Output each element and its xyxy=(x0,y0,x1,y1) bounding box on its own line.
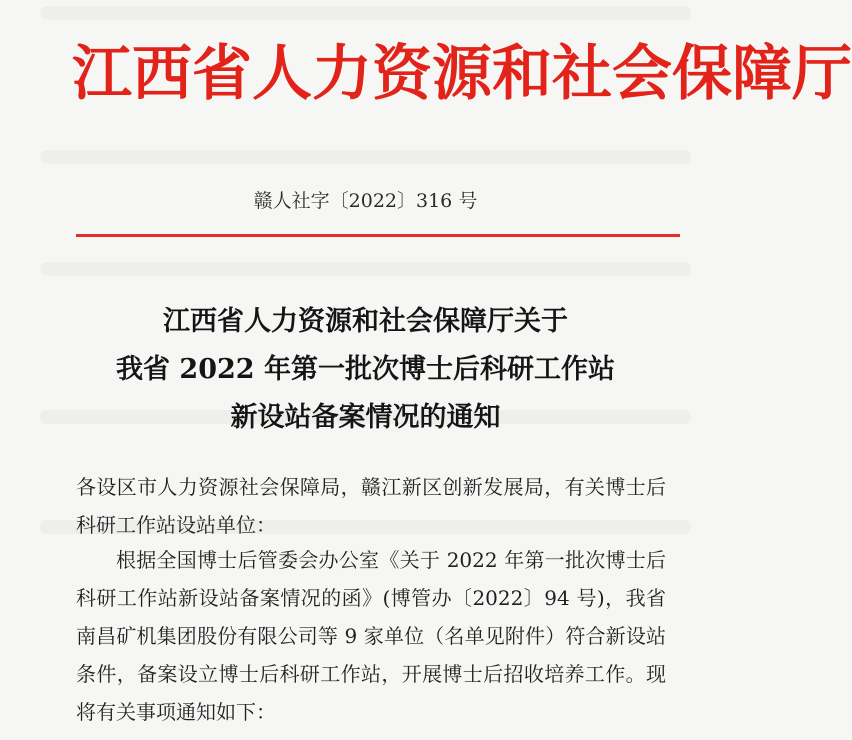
title-line: 我省 2022 年第一批次博士后科研工作站 xyxy=(116,354,615,385)
document-number: 赣人社字〔2022〕316 号 xyxy=(253,190,478,212)
title-line: 江西省人力资源和社会保障厅关于 xyxy=(163,306,568,337)
bleed-through-line xyxy=(40,6,691,20)
document-title xyxy=(0,298,731,442)
body-paragraph: 根据全国博士后管委会办公室《关于 2022 年第一批次博士后科研工作站新设站备案情况的函》(博管办〔2022〕94 号)，我省南昌矿机集团股份有限公司等 9 家单位（名单见附件）符合新设站条件，备案设立博士后科研工作站，开展博士后招收培养工作。现将有关事项通知如下： xyxy=(76,548,666,724)
salutation-paragraph: 各设区市人力资源社会保障局，赣江新区创新发展局，有关博士后科研工作站设站单位： xyxy=(76,475,666,537)
org-header: 江西省人力资源和社会保障厅 xyxy=(72,39,852,109)
bleed-through-line xyxy=(40,150,691,164)
bleed-through-line xyxy=(40,262,691,276)
title-line: 新设站备案情况的通知 xyxy=(230,402,501,433)
red-divider-line xyxy=(76,234,680,237)
